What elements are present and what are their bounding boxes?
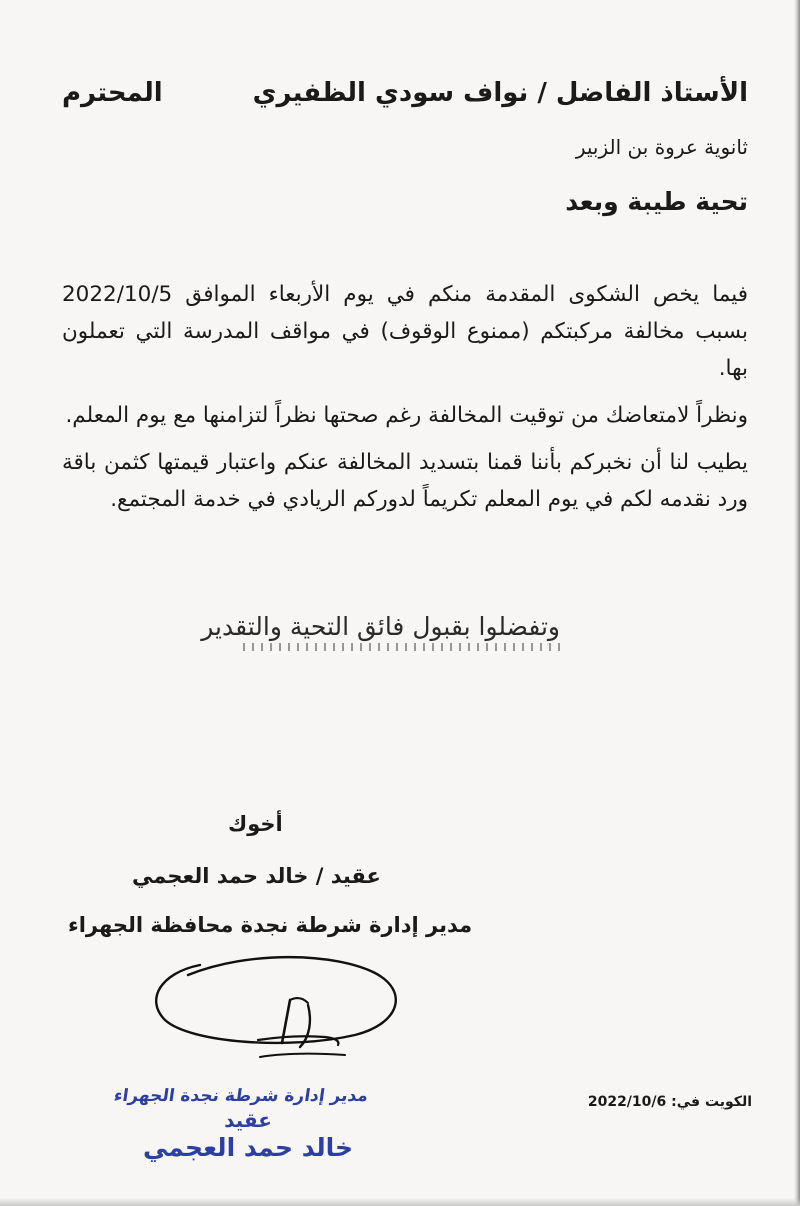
stamp-department: مدير إدارة شرطة نجدة الجهراء: [112, 1086, 370, 1106]
recipient-school: ثانوية عروة بن الزبير: [575, 135, 748, 159]
recipient-line: [62, 78, 748, 118]
stamp-rank: عقيد: [224, 1108, 272, 1132]
signatory-position: مدير إدارة شرطة نجدة محافظة الجهراء: [68, 913, 473, 937]
date-line: الكويت في: 2022/10/6: [587, 1094, 752, 1110]
greeting: تحية طيبة وبعد: [565, 187, 748, 216]
closing-phrase: [201, 612, 560, 651]
recipient-name: الأستاذ الفاضل / نواف سودي الظفيري: [252, 78, 748, 108]
recipient-honorific: المحترم: [62, 78, 163, 108]
body-paragraph-1: فيما يخص الشكوى المقدمة منكم في يوم الأربعاء الموافق 2022/10/5 بسبب مخالفة مركبتكم (ممنوع الوقوف) في مواقف المدرسة التي تعملون بها.: [62, 282, 748, 381]
signatory-rank-name: عقيد / خالد حمد العجمي: [132, 864, 381, 888]
scan-edge-right: [794, 0, 800, 1206]
signature-salutation: أخوك: [228, 812, 283, 836]
body-paragraph-3: يطيب لنا أن نخبركم بأننا قمنا بتسديد المخالفة عنكم واعتبار قيمتها كثمن باقة ورد نقدمه لكم في يوم المعلم تكريماً لدوركم الريادي في خدمة المجتمع.: [62, 450, 748, 512]
official-stamp: [112, 1085, 370, 1163]
letter-body: [62, 276, 748, 528]
closing-phrase-text: وتفضلوا بقبول فائق التحية والتقدير: [201, 612, 560, 641]
handwritten-signature: [140, 945, 405, 1070]
body-paragraph-2: ونظراً لامتعاضك من توقيت المخالفة رغم صحتها نظراً لتزامنها مع يوم المعلم.: [65, 403, 748, 428]
calligraphy-ornament: [240, 643, 560, 651]
stamp-name: خالد حمد العجمي: [143, 1133, 353, 1162]
scan-edge-bottom: [0, 1198, 800, 1206]
